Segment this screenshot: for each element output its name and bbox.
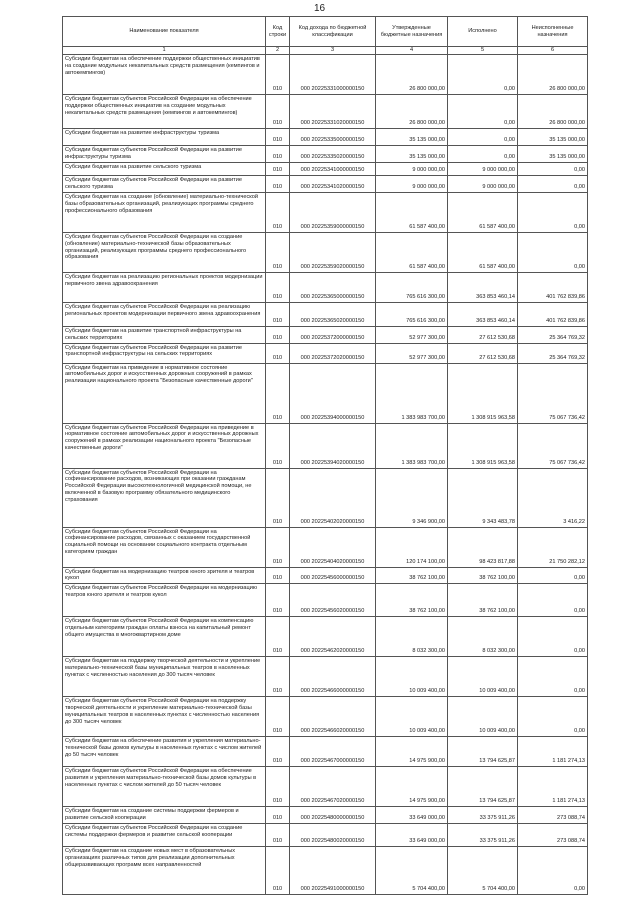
table-cell-remaining: 401 762 839,86	[518, 273, 588, 303]
table-cell-executed: 9 000 000,00	[448, 163, 518, 176]
table-row	[63, 527, 588, 567]
table-body	[63, 55, 588, 895]
table-cell-name: Субсидии бюджетам субъектов Российской Федерации на поддержку творческой деятельности и укрепление материально-технической базы муниципальных театров в населенных пунктах с численностью населения до 300 тысяч человек	[63, 697, 266, 737]
table-cell-line-code: 010	[266, 303, 290, 327]
table-row	[63, 163, 588, 176]
table-cell-executed: 10 009 400,00	[448, 657, 518, 697]
column-number: 3	[290, 47, 376, 55]
table-cell-remaining: 0,00	[518, 584, 588, 617]
table-cell-name: Субсидии бюджетам на создание системы поддержки фермеров и развитие сельской кооперации	[63, 807, 266, 824]
header-executed: Исполнено	[448, 17, 518, 47]
table-cell-approved: 10 009 400,00	[376, 657, 448, 697]
table-cell-income-code: 000 20225331020000150	[290, 95, 376, 129]
table-cell-executed: 0,00	[448, 146, 518, 163]
table-cell-remaining: 273 088,74	[518, 824, 588, 847]
table-cell-executed: 13 794 625,87	[448, 767, 518, 807]
table-cell-executed: 8 032 300,00	[448, 617, 518, 657]
table-row	[63, 423, 588, 468]
table-cell-line-code: 010	[266, 584, 290, 617]
table-cell-executed: 61 587 400,00	[448, 193, 518, 233]
table-cell-executed: 9 000 000,00	[448, 176, 518, 193]
table-cell-approved: 9 346 900,00	[376, 468, 448, 527]
table-cell-line-code: 010	[266, 824, 290, 847]
table-cell-executed: 1 308 915 963,58	[448, 423, 518, 468]
table-cell-line-code: 010	[266, 847, 290, 895]
table-cell-approved: 61 587 400,00	[376, 233, 448, 273]
table-row	[63, 55, 588, 95]
table-cell-name: Субсидии бюджетам субъектов Российской Федерации на обеспечение развития и укрепления материально-технической базы домов культуры в населенных пунктах с числом жителей до 50 тысяч человек	[63, 767, 266, 807]
header-line-code: Код строки	[266, 17, 290, 47]
table-cell-executed: 38 762 100,00	[448, 567, 518, 584]
table-cell-name: Субсидии бюджетам субъектов Российской Федерации на компенсацию отдельным категориям граждан оплаты взноса на капитальный ремонт общего имущества в многоквартирном доме	[63, 617, 266, 657]
table-row	[63, 146, 588, 163]
table-cell-income-code: 000 20225335000000150	[290, 129, 376, 146]
table-cell-name: Субсидии бюджетам на поддержку творческой деятельности и укрепление материально-технической базы муниципальных театров в населенных пунктах с численностью населения до 300 тысяч человек	[63, 657, 266, 697]
table-cell-income-code: 000 20225331000000150	[290, 55, 376, 95]
table-cell-approved: 9 000 000,00	[376, 176, 448, 193]
table-cell-income-code: 000 20225480020000150	[290, 824, 376, 847]
table-cell-name: Субсидии бюджетам субъектов Российской Федерации на развитие транспортной инфраструктуры на сельских территориях	[63, 343, 266, 363]
table-row	[63, 193, 588, 233]
table-cell-line-code: 010	[266, 233, 290, 273]
table-cell-approved: 10 009 400,00	[376, 697, 448, 737]
table-cell-name: Субсидии бюджетам на развитие транспортной инфраструктуры на сельских территориях	[63, 327, 266, 344]
page-number: 16	[313, 3, 326, 14]
table-cell-executed: 27 612 530,68	[448, 343, 518, 363]
table-cell-income-code: 000 20225394020000150	[290, 423, 376, 468]
table-cell-line-code: 010	[266, 146, 290, 163]
table-cell-approved: 14 975 900,00	[376, 737, 448, 767]
table-cell-name: Субсидии бюджетам субъектов Российской Федерации на обеспечение поддержки общественных инициатив на создание модульных некапитальных средств размещения (кемпингов и автокемпингов)	[63, 95, 266, 129]
table-cell-approved: 61 587 400,00	[376, 193, 448, 233]
table-cell-name: Субсидии бюджетам на обеспечение поддержки общественных инициатив на создание модульных некапитальных средств размещения (кемпингов и автокемпингов)	[63, 55, 266, 95]
header-approved: Утвержденные бюджетные назначения	[376, 17, 448, 47]
table-cell-line-code: 010	[266, 807, 290, 824]
table-row	[63, 847, 588, 895]
table-cell-executed: 0,00	[448, 95, 518, 129]
table-row	[63, 273, 588, 303]
table-cell-name: Субсидии бюджетам на реализацию региональных проектов модернизации первичного звена здравоохранения	[63, 273, 266, 303]
table-cell-remaining: 25 364 769,32	[518, 327, 588, 344]
table-cell-approved: 5 704 400,00	[376, 847, 448, 895]
table-cell-income-code: 000 20225402020000150	[290, 468, 376, 527]
table-cell-line-code: 010	[266, 95, 290, 129]
table-row	[63, 176, 588, 193]
table-row	[63, 697, 588, 737]
table-cell-remaining: 1 181 274,13	[518, 767, 588, 807]
column-number: 4	[376, 47, 448, 55]
table-cell-approved: 1 383 983 700,00	[376, 423, 448, 468]
table-cell-income-code: 000 20225462020000150	[290, 617, 376, 657]
table-cell-line-code: 010	[266, 737, 290, 767]
table-cell-approved: 8 032 300,00	[376, 617, 448, 657]
table-cell-name: Субсидии бюджетам на создание новых мест в образовательных организациях различных типов для реализации дополнительных общеразвивающих программ всех направленностей	[63, 847, 266, 895]
table-row	[63, 129, 588, 146]
column-number: 1	[63, 47, 266, 55]
table-cell-income-code: 000 20225491000000150	[290, 847, 376, 895]
table-row	[63, 617, 588, 657]
table-row	[63, 327, 588, 344]
table-cell-income-code: 000 20225404020000150	[290, 527, 376, 567]
table-cell-line-code: 010	[266, 468, 290, 527]
table-row	[63, 95, 588, 129]
table-cell-approved: 1 383 983 700,00	[376, 363, 448, 423]
table-cell-line-code: 010	[266, 327, 290, 344]
table-cell-line-code: 010	[266, 273, 290, 303]
table-cell-remaining: 75 067 736,42	[518, 363, 588, 423]
table-cell-approved: 52 977 300,00	[376, 343, 448, 363]
table-cell-income-code: 000 20225394000000150	[290, 363, 376, 423]
table-cell-name: Субсидии бюджетам субъектов Российской Федерации на развитие сельского туризма	[63, 176, 266, 193]
table-cell-name: Субсидии бюджетам субъектов Российской Федерации на приведение в нормативное состояние автомобильных дорог и искусственных дорожных сооружений в рамках реализации национального проекта "Безопасные качественные дороги"	[63, 423, 266, 468]
table-cell-remaining: 35 135 000,00	[518, 146, 588, 163]
table-cell-name: Субсидии бюджетам субъектов Российской Федерации на реализацию региональных проектов модернизации первичного звена здравоохранения	[63, 303, 266, 327]
table-cell-approved: 35 135 000,00	[376, 146, 448, 163]
table-row	[63, 343, 588, 363]
table-cell-approved: 26 800 000,00	[376, 95, 448, 129]
table-cell-income-code: 000 20225341020000150	[290, 176, 376, 193]
table-cell-executed: 98 423 817,88	[448, 527, 518, 567]
table-cell-remaining: 0,00	[518, 193, 588, 233]
table-cell-income-code: 000 20225335020000150	[290, 146, 376, 163]
table-cell-remaining: 0,00	[518, 847, 588, 895]
table-cell-remaining: 26 800 000,00	[518, 95, 588, 129]
table-cell-approved: 35 135 000,00	[376, 129, 448, 146]
header-row	[63, 17, 588, 47]
table-cell-name: Субсидии бюджетам на развитие инфраструктуры туризма	[63, 129, 266, 146]
table-cell-executed: 363 853 460,14	[448, 273, 518, 303]
table-row	[63, 824, 588, 847]
table-cell-name: Субсидии бюджетам на модернизацию театров юного зрителя и театров кукол	[63, 567, 266, 584]
table-cell-line-code: 010	[266, 567, 290, 584]
table-cell-executed: 33 375 911,26	[448, 807, 518, 824]
table-cell-executed: 5 704 400,00	[448, 847, 518, 895]
table-cell-line-code: 010	[266, 55, 290, 95]
table-row	[63, 363, 588, 423]
table-row	[63, 767, 588, 807]
table-cell-line-code: 010	[266, 129, 290, 146]
table-cell-name: Субсидии бюджетам субъектов Российской Федерации на софинансирование расходов, возникающих при оказании гражданам Российской Федерации высокотехнологичной медицинской помощи, не включенной в базовую программу обязательного медицинского страхования	[63, 468, 266, 527]
header-remaining: Неисполненные назначения	[518, 17, 588, 47]
column-number: 6	[518, 47, 588, 55]
table-cell-remaining: 35 135 000,00	[518, 129, 588, 146]
table-cell-executed: 13 794 625,87	[448, 737, 518, 767]
table-cell-income-code: 000 20225466000000150	[290, 657, 376, 697]
table-cell-approved: 33 649 000,00	[376, 824, 448, 847]
table-cell-remaining: 0,00	[518, 697, 588, 737]
table-cell-approved: 765 616 300,00	[376, 273, 448, 303]
table-cell-approved: 26 800 000,00	[376, 55, 448, 95]
table-cell-approved: 120 174 100,00	[376, 527, 448, 567]
table-cell-remaining: 0,00	[518, 657, 588, 697]
table-cell-line-code: 010	[266, 657, 290, 697]
table-cell-income-code: 000 20225359020000150	[290, 233, 376, 273]
table-cell-remaining: 0,00	[518, 176, 588, 193]
table-row	[63, 233, 588, 273]
header-name: Наименование показателя	[63, 17, 266, 47]
column-number: 5	[448, 47, 518, 55]
table-cell-income-code: 000 20225359000000150	[290, 193, 376, 233]
table-cell-approved: 38 762 100,00	[376, 567, 448, 584]
table-cell-line-code: 010	[266, 343, 290, 363]
table-cell-remaining: 1 181 274,13	[518, 737, 588, 767]
column-number: 2	[266, 47, 290, 55]
table-cell-name: Субсидии бюджетам субъектов Российской Федерации на создание (обновление) материально-технической базы образовательных организаций, реализующих программы среднего профессионального образования	[63, 233, 266, 273]
table-cell-income-code: 000 20225341000000150	[290, 163, 376, 176]
table-cell-name: Субсидии бюджетам субъектов Российской Федерации на модернизацию театров юного зрителя и театров кукол	[63, 584, 266, 617]
table-row	[63, 468, 588, 527]
table-cell-income-code: 000 20225365000000150	[290, 273, 376, 303]
table-cell-approved: 765 616 300,00	[376, 303, 448, 327]
table-cell-approved: 14 975 900,00	[376, 767, 448, 807]
table-cell-approved: 38 762 100,00	[376, 584, 448, 617]
table-cell-income-code: 000 20225480000000150	[290, 807, 376, 824]
table-cell-income-code: 000 20225467000000150	[290, 737, 376, 767]
table-cell-name: Субсидии бюджетам субъектов Российской Федерации на развитие инфраструктуры туризма	[63, 146, 266, 163]
table-cell-line-code: 010	[266, 176, 290, 193]
column-number-row	[63, 47, 588, 55]
table-cell-name: Субсидии бюджетам субъектов Российской Федерации на создание системы поддержки фермеров и развитие сельской кооперации	[63, 824, 266, 847]
table-cell-income-code: 000 20225372000000150	[290, 327, 376, 344]
table-cell-executed: 38 762 100,00	[448, 584, 518, 617]
table-cell-executed: 9 343 483,78	[448, 468, 518, 527]
table-cell-income-code: 000 20225456020000150	[290, 584, 376, 617]
table-cell-remaining: 75 067 736,42	[518, 423, 588, 468]
table-cell-remaining: 0,00	[518, 567, 588, 584]
table-cell-line-code: 010	[266, 423, 290, 468]
table-cell-line-code: 010	[266, 767, 290, 807]
table-cell-income-code: 000 20225365020000150	[290, 303, 376, 327]
table-cell-approved: 33 649 000,00	[376, 807, 448, 824]
table-cell-line-code: 010	[266, 363, 290, 423]
table-cell-remaining: 0,00	[518, 617, 588, 657]
table-row	[63, 567, 588, 584]
table-cell-approved: 52 977 300,00	[376, 327, 448, 344]
table-cell-name: Субсидии бюджетам субъектов Российской Федерации на софинансирование расходов, связанных с оказанием государственной социальной помощи на основании социального контракта отдельным категориям граждан	[63, 527, 266, 567]
table-cell-executed: 61 587 400,00	[448, 233, 518, 273]
table-cell-line-code: 010	[266, 163, 290, 176]
table-cell-remaining: 0,00	[518, 233, 588, 273]
table-cell-income-code: 000 20225372020000150	[290, 343, 376, 363]
table-cell-income-code: 000 20225466020000150	[290, 697, 376, 737]
table-cell-remaining: 25 364 769,32	[518, 343, 588, 363]
table-cell-income-code: 000 20225456000000150	[290, 567, 376, 584]
table-row	[63, 303, 588, 327]
table-cell-executed: 1 308 915 963,58	[448, 363, 518, 423]
table-cell-executed: 27 612 530,68	[448, 327, 518, 344]
table-cell-name: Субсидии бюджетам на приведение в нормативное состояние автомобильных дорог и искусственных дорожных сооружений в рамках реализации национального проекта "Безопасные качественные дороги"	[63, 363, 266, 423]
table-cell-name: Субсидии бюджетам на развитие сельского туризма	[63, 163, 266, 176]
table-cell-remaining: 401 762 839,86	[518, 303, 588, 327]
table-cell-name: Субсидии бюджетам на обеспечение развития и укрепления материально-технической базы домов культуры в населенных пунктах с числом жителей до 50 тысяч человек	[63, 737, 266, 767]
table-row	[63, 657, 588, 697]
table-cell-line-code: 010	[266, 193, 290, 233]
table-cell-remaining: 3 416,22	[518, 468, 588, 527]
table-cell-executed: 0,00	[448, 129, 518, 146]
table-cell-line-code: 010	[266, 527, 290, 567]
table-cell-remaining: 273 088,74	[518, 807, 588, 824]
table-cell-line-code: 010	[266, 697, 290, 737]
table-row	[63, 737, 588, 767]
table-cell-executed: 0,00	[448, 55, 518, 95]
table-row	[63, 584, 588, 617]
table-cell-executed: 10 009 400,00	[448, 697, 518, 737]
budget-execution-table	[62, 16, 588, 895]
table-cell-remaining: 0,00	[518, 163, 588, 176]
table-cell-executed: 33 375 911,26	[448, 824, 518, 847]
table-cell-income-code: 000 20225467020000150	[290, 767, 376, 807]
table-cell-remaining: 21 750 282,12	[518, 527, 588, 567]
header-income-code: Код дохода по бюджетной классификации	[290, 17, 376, 47]
table-cell-name: Субсидии бюджетам на создание (обновление) материально-технической базы образовательных организаций, реализующих программы среднего профессионального образования	[63, 193, 266, 233]
table-cell-approved: 9 000 000,00	[376, 163, 448, 176]
table-row	[63, 807, 588, 824]
table-cell-remaining: 26 800 000,00	[518, 55, 588, 95]
table-cell-line-code: 010	[266, 617, 290, 657]
table-cell-executed: 363 853 460,14	[448, 303, 518, 327]
